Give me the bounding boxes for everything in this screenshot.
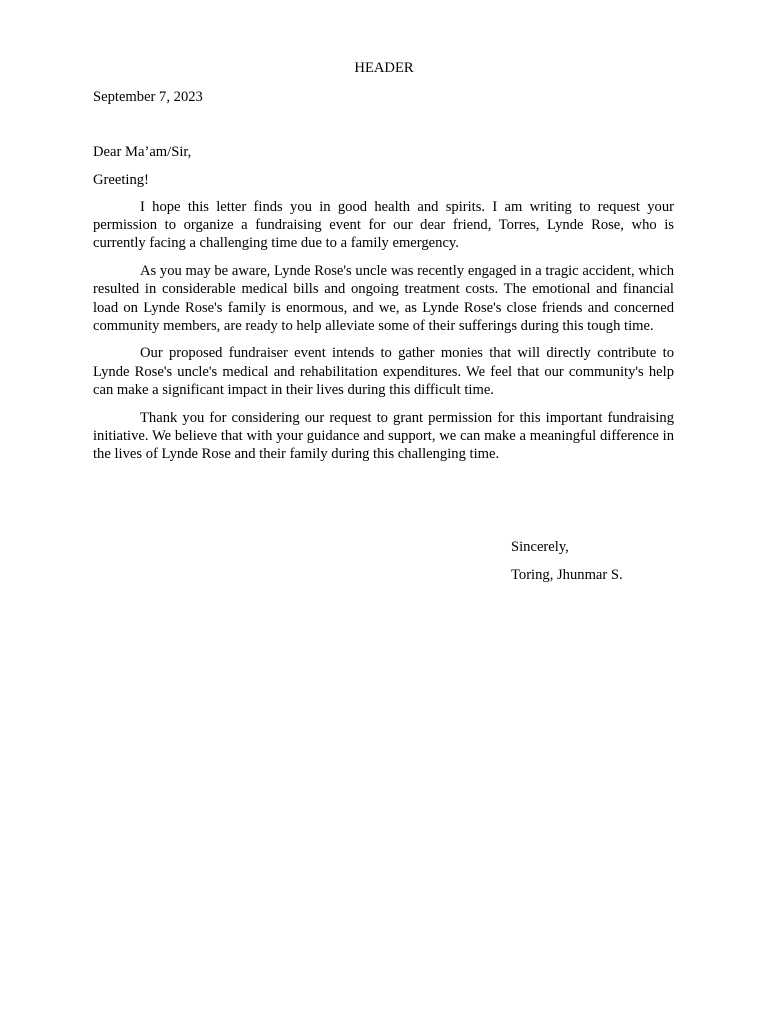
closing: Sincerely, xyxy=(511,539,569,555)
letter-body xyxy=(93,198,674,473)
body-paragraph: Thank you for considering our request to grant permission for this important fundraising initiative. We believe that with your guidance and support, we can make a meaningful difference in the lives of Lynde Rose and their family during this challenging time. xyxy=(93,409,674,462)
body-paragraph: As you may be aware, Lynde Rose's uncle was recently engaged in a tragic accident, which resulted in considerable medical bills and ongoing treatment costs. The emotional and financial load on Lynde Rose's family is enormous, and we, as Lynde Rose's close friends and concerned community members, are ready to help alleviate some of their sufferings during this tough time. xyxy=(93,263,674,334)
greeting: Greeting! xyxy=(93,172,149,188)
page-header: HEADER xyxy=(354,60,414,76)
letter-date: September 7, 2023 xyxy=(93,89,203,105)
body-paragraph: Our proposed fundraiser event intends to gather monies that will directly contribute to Lynde Rose's uncle's medical and rehabilitation expenditures. We feel that our community's help can make a significant impact in their lives during this difficult time. xyxy=(93,345,674,398)
signature-name: Toring, Jhunmar S. xyxy=(511,567,623,583)
salutation: Dear Ma’am/Sir, xyxy=(93,144,192,160)
body-paragraph: I hope this letter finds you in good health and spirits. I am writing to request your permission to organize a fundraising event for our dear friend, Torres, Lynde Rose, who is currently facing a challenging time due to a family emergency. xyxy=(93,199,674,252)
